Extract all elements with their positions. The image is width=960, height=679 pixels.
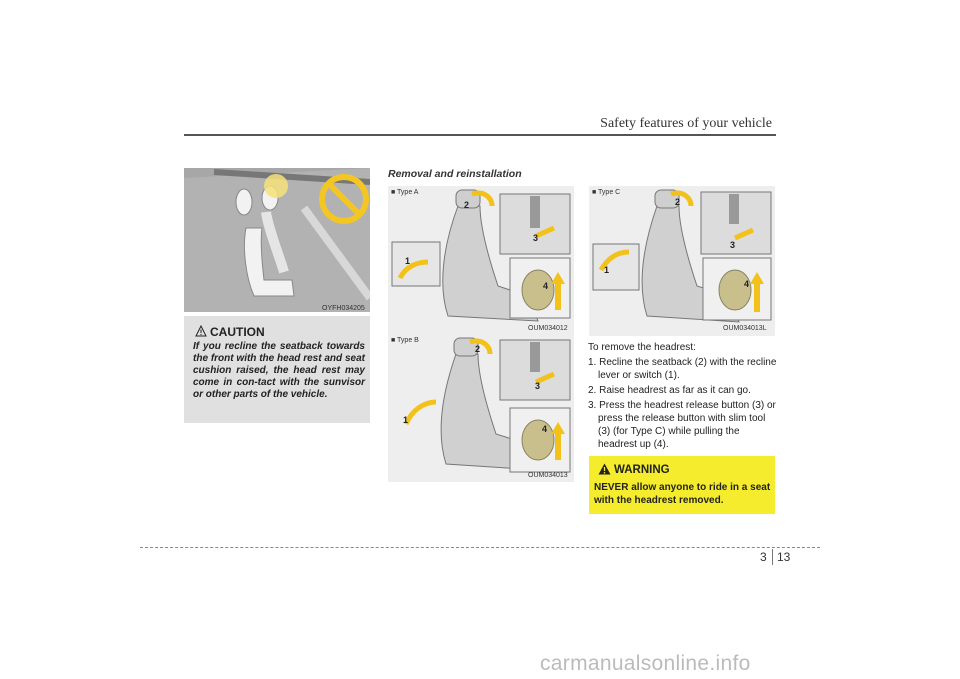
- figure-type-b: [388, 336, 574, 482]
- instruction-step: 1. Recline the seatback (2) with the recline lever or switch (1).: [588, 357, 777, 381]
- warning-text: NEVER allow anyone to ride in a seat with the headrest removed.: [594, 482, 771, 506]
- caution-title: CAUTION: [210, 325, 265, 339]
- page-number: 13: [777, 550, 791, 564]
- type-c-label: ■ Type C: [592, 189, 621, 196]
- callout-2-b: 2: [475, 344, 481, 354]
- warning-triangle-icon: [598, 463, 611, 475]
- watermark: carmanualsonline.info: [540, 652, 751, 675]
- left-figure: [184, 168, 370, 312]
- instruction-step: 3. Press the headrest release button (3) or press the release button with slim tool (3) (for Type C) while pulling the headrest up (4).: [588, 400, 776, 450]
- figure-type-c: [589, 186, 775, 336]
- instructions-list: [588, 356, 778, 453]
- callout-3-b: 3: [535, 381, 541, 391]
- type-b-code: OUM034013: [528, 472, 568, 479]
- callout-3: 3: [533, 233, 539, 243]
- type-a-code: OUM034012: [528, 325, 568, 332]
- section-title: Removal and reinstallation: [388, 168, 522, 180]
- page-number-divider: [772, 549, 773, 565]
- callout-1-b: 1: [403, 415, 409, 425]
- page-header-title: Safety features of your vehicle: [600, 116, 772, 131]
- header-rule: [184, 134, 776, 136]
- callout-1: 1: [405, 256, 411, 266]
- seat-sunvisor-illustration: [184, 168, 370, 312]
- callout-3-c: 3: [730, 240, 736, 250]
- footer-rule: [140, 547, 820, 548]
- type-b-illustration: [388, 336, 574, 482]
- figure-type-a: [388, 186, 574, 336]
- type-a-illustration: [388, 186, 574, 336]
- caution-text: If you recline the seatback towards the front with the head rest and seat cushion raised, the head rest may come in con-tact with the sunvisor or other parts of the vehicle.: [193, 341, 365, 400]
- left-figure-code: OYFH034205: [322, 305, 365, 312]
- type-c-code: OUM034013L: [723, 325, 767, 332]
- warning-title: WARNING: [614, 464, 670, 476]
- caution-triangle-icon: [195, 325, 207, 337]
- callout-2: 2: [464, 200, 470, 210]
- callout-1-c: 1: [604, 265, 610, 275]
- type-c-illustration: [589, 186, 775, 336]
- instructions-heading: To remove the headrest:: [588, 342, 696, 353]
- callout-4: 4: [543, 281, 549, 291]
- callout-4-b: 4: [542, 424, 548, 434]
- callout-4-c: 4: [744, 279, 750, 289]
- instruction-step: 2. Raise headrest as far as it can go.: [588, 385, 751, 396]
- type-a-label: ■ Type A: [391, 189, 419, 196]
- section-number: 3: [760, 550, 767, 564]
- callout-2-c: 2: [675, 197, 681, 207]
- type-b-label: ■ Type B: [391, 337, 419, 344]
